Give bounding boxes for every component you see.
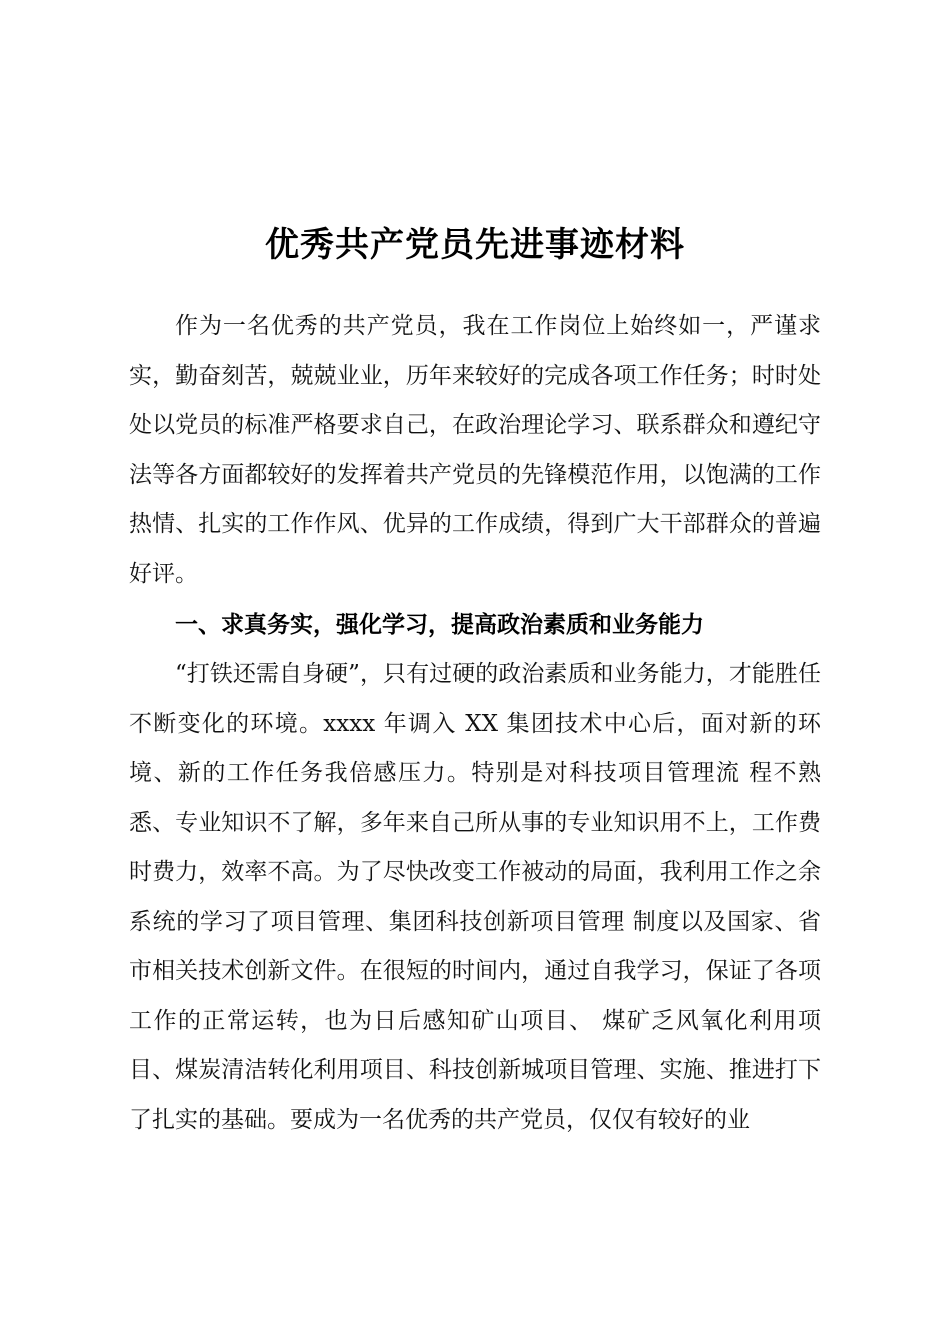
document-title: 优秀共产党员先进事迹材料 [265, 224, 685, 265]
intro-paragraph: 作为一名优秀的共产党员，我在工作岗位上始终如一，严谨求实，勤奋刻苦，兢兢业业，历年来较好的完成各项工作任务；时时处处以党员的标准严格要求自己，在政治理论学习、联系群众和遵纪守法等各方面都较好的发挥着共产党员的先锋模范作用，以饱满的工作热情、扎实的工作作风、优异的工作成绩，得到广大干部群众的普遍好评。 [129, 313, 821, 587]
section-heading: 一、求真务实，强化学习，提高政治素质和业务能力 [175, 612, 704, 638]
section-paragraph: “打铁还需自身硬”，只有过硬的政治素质和业务能力，才能胜任不断变化的环境。xxxx 年调入 XX 集团技术中心后，面对新的环境、新的工作任务我倍感压力。特别是对科技项目管理流 程不熟悉、专业知识不了解，多年来自己所从事的专业知识用不上，工作费时费力，效率不高。为了尽快改变工作被动的局面，我利用工作之余系统的学习了项目管理、集团科技创新项目管理 制度以及国家、省市相关技术创新文件。在很短的时间内，通过自我学习，保证了各项工作的正常运转，也为日后感知矿山项目、 煤矿乏风氧化利用项目、煤炭清洁转化利用项目、科技创新城项目管理、实施、推进打下了扎实的基础。要成为一名优秀的共产党员，仅仅有较好的业 [129, 661, 821, 1133]
